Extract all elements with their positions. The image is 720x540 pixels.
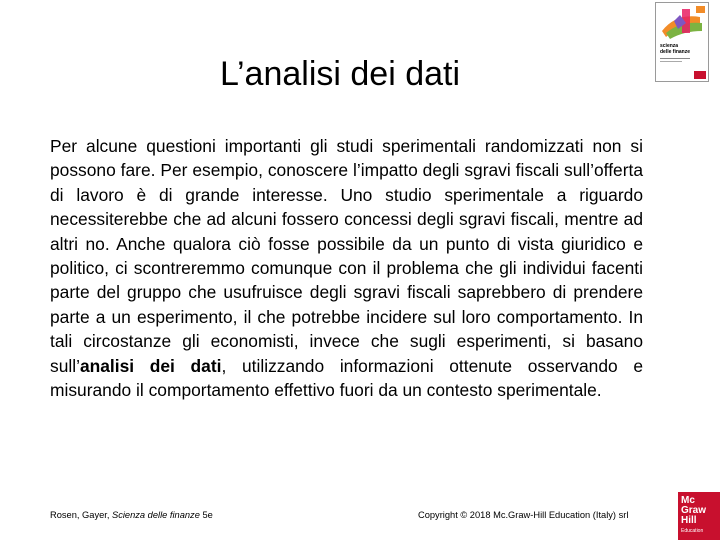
logo-line: Education	[681, 528, 704, 534]
footer-authors: Rosen, Gayer,	[50, 510, 113, 520]
book-cover-authors-lines	[660, 58, 694, 64]
book-cover-art	[656, 3, 708, 43]
book-cover-image	[655, 2, 709, 82]
cover-title-line: scienza	[660, 43, 679, 49]
slide-title: L’analisi dei dati	[219, 55, 461, 93]
footer-edition: 5e	[199, 510, 213, 520]
book-cover-title	[660, 43, 690, 55]
body-text-part: Per alcune questioni importanti gli studi sperimentali randomizzati non si possono fare. Per esempio, conoscere l’impatto degli sgravi fiscali sull’offerta di lavoro è di grande interesse. Uno studio sperimentale a riguardo necessiterebbe che ad alcuni fossero concessi degli sgravi fiscali, mentre ad altri no. Anche qualora ciò fosse possibile da un punto di vista giuridico e politico, ci scontreremmo comunque con il problema che gli individui facenti parte del gruppo che usufruisce degli sgravi fiscali saprebbero di prendere parte a un esperimento, il che potrebbe incidere sul loro comportamento. In tali circostanze gli economisti, invece che sugli esperimenti, si basano sull’	[50, 136, 643, 376]
body-text-part: , utilizzando informazioni ottenute osservando e misurando il comportamento effettivo fuori da un contesto sperimentale.	[50, 355, 643, 401]
cover-title-line: delle finanze	[660, 49, 691, 55]
slide-body	[50, 134, 643, 402]
footer-copyright: Copyright © 2018 Mc.Graw-Hill Education (Italy) srl	[418, 510, 629, 520]
logo-line: Mc	[681, 495, 695, 506]
body-emphasis: analisi dei dati	[79, 355, 222, 376]
footer-citation	[50, 510, 213, 520]
book-cover-publisher-logo	[694, 71, 706, 79]
footer-book-title: Scienza delle finanze	[112, 510, 200, 520]
logo-line: Hill	[681, 515, 697, 526]
logo-line: Graw	[681, 505, 707, 516]
mcgraw-hill-logo	[678, 492, 720, 540]
